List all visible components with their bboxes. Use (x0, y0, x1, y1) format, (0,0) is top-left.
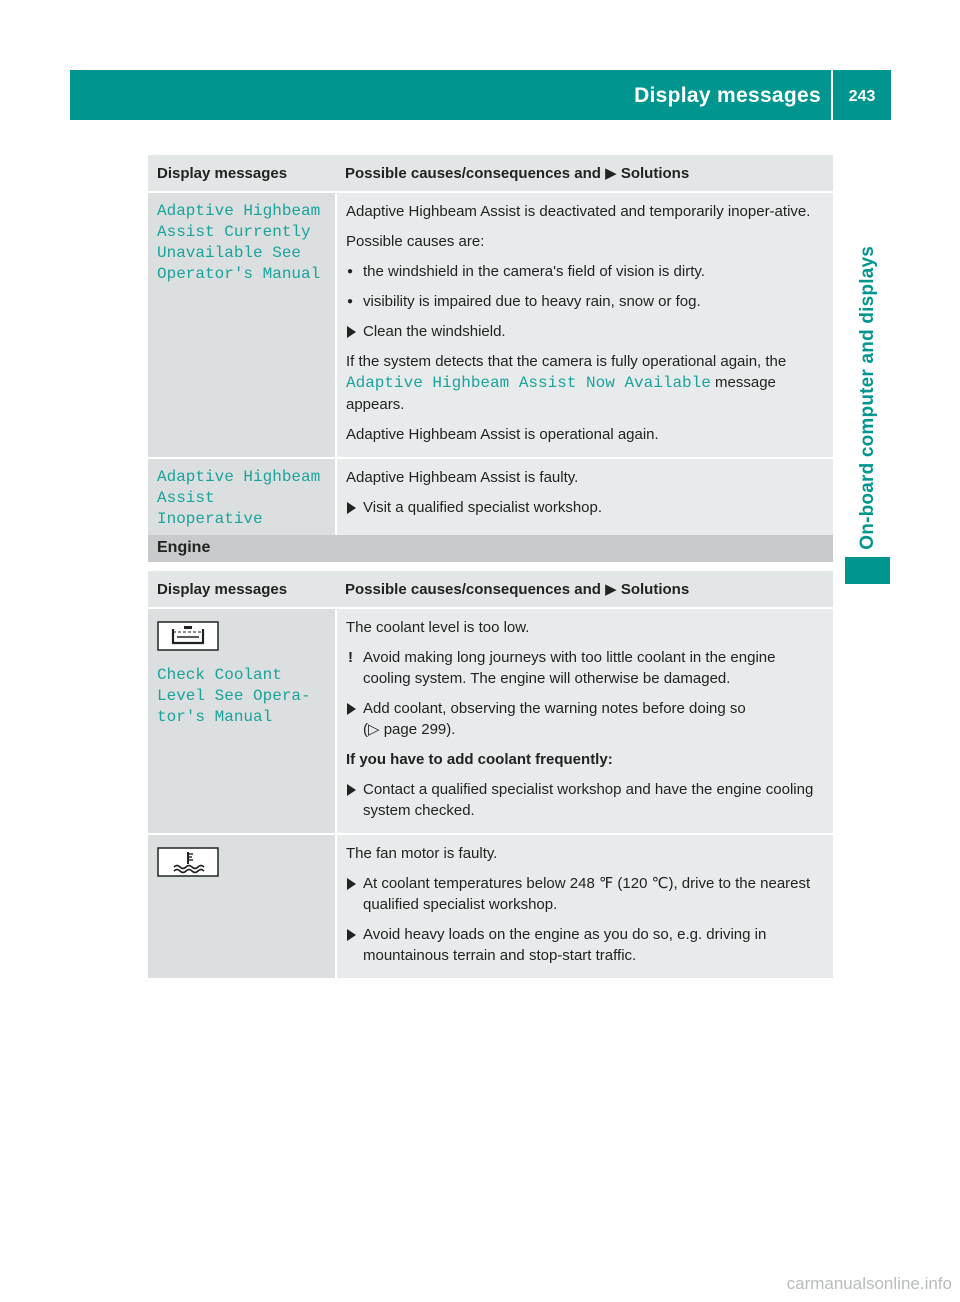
cause-text: Possible causes are: (346, 233, 485, 250)
cause-text: Adaptive Highbeam Assist is operational again. (346, 426, 659, 443)
col-header-causes-text: Possible causes/consequences and (345, 581, 601, 598)
message-inline-code: Adaptive Highbeam Assist Now Available (346, 374, 711, 392)
warning-note (346, 647, 825, 689)
cause-text (346, 351, 825, 415)
cause-text: The fan motor is faulty. (346, 845, 498, 862)
cause-text: The coolant level is too low. (346, 619, 530, 636)
cause-text: Adaptive Highbeam Assist is faulty. (346, 469, 579, 486)
message-line: Assist Inoperative (157, 489, 263, 528)
solution-cell (336, 608, 833, 834)
col-header-display-messages: Display messages (148, 571, 336, 608)
message-line: Level See Opera‐ (157, 687, 311, 705)
cause-text-part: message appears. (346, 374, 776, 413)
warning-text: Avoid making long journeys with too little coolant in the engine cooling system. The engine will otherwise be damaged. (363, 649, 776, 687)
solution-step (346, 698, 825, 740)
coolant-temperature-icon (157, 847, 327, 883)
subheading: If you have to add coolant frequently: (346, 751, 613, 768)
solution-cell (336, 458, 833, 543)
message-cell (148, 608, 336, 834)
cause-text-part: If the system detects that the camera is fully operational again, the (346, 353, 787, 370)
message-line: Adaptive Highbeam (157, 202, 321, 220)
message-line: Assist Currently (157, 223, 311, 241)
bullet-item: ● visibility is impaired due to heavy rain, snow or fog. (346, 291, 825, 312)
side-chapter-label (845, 150, 890, 550)
message-cell (148, 458, 336, 543)
solution-step: Avoid heavy loads on the engine as you do so, e.g. driving in mountainous terrain and stop-start traffic. (346, 924, 825, 966)
section-bar-engine (148, 535, 833, 562)
message-line: Operator's Manual (157, 265, 321, 283)
solution-step-text: Add coolant, observing the warning notes before doing so (363, 700, 746, 717)
message-cell (148, 834, 336, 979)
cause-text: Adaptive Highbeam Assist is deactivated and temporarily inoper-ative. (346, 203, 811, 220)
watermark: carmanualsonline.info (786, 1274, 952, 1293)
header-title: Display messages (634, 84, 821, 107)
solutions-arrow-icon: ▶ (605, 165, 617, 182)
page-header (70, 70, 891, 120)
solution-step: Contact a qualified specialist workshop and have the engine cooling system checked. (346, 779, 825, 821)
bullet-item: ● the windshield in the camera's field of vision is dirty. (346, 261, 825, 282)
solutions-arrow-icon: ▶ (605, 581, 617, 598)
solution-cell (336, 192, 833, 458)
col-header-solutions-text: Solutions (620, 165, 690, 182)
message-line: Adaptive Highbeam (157, 468, 321, 486)
coolant-reservoir-icon (157, 621, 327, 657)
solution-step: Visit a qualified specialist workshop. (346, 497, 825, 518)
col-header-causes-text: Possible causes/consequences and (345, 165, 601, 182)
message-line: Unavailable See (157, 244, 302, 262)
display-messages-table-2 (148, 571, 833, 980)
side-chapter-marker (845, 557, 890, 584)
solution-cell (336, 834, 833, 979)
page-number: 243 (848, 88, 876, 105)
message-line: Check Coolant (157, 666, 282, 684)
table-header-row (148, 155, 833, 192)
page-reference: (▷ page 299). (363, 721, 456, 738)
display-messages-table-1 (148, 155, 833, 544)
solution-step: Clean the windshield. (346, 321, 825, 342)
col-header-display-messages: Display messages (148, 155, 336, 192)
col-header-causes (336, 155, 833, 192)
table-row (148, 192, 833, 458)
message-cell (148, 192, 336, 458)
section-title: Engine (157, 539, 211, 556)
table-row (148, 458, 833, 543)
table-row (148, 834, 833, 979)
col-header-solutions-text: Solutions (620, 581, 690, 598)
table-header-row (148, 571, 833, 608)
side-chapter-text: On-board computer and displays (856, 246, 878, 550)
col-header-causes (336, 571, 833, 608)
warning-icon: ! (348, 649, 353, 666)
solution-step: At coolant temperatures below 248 ℉ (120 ℃), drive to the nearest qualified specialist workshop. (346, 873, 825, 915)
message-line: tor's Manual (157, 708, 273, 726)
table-row (148, 608, 833, 834)
